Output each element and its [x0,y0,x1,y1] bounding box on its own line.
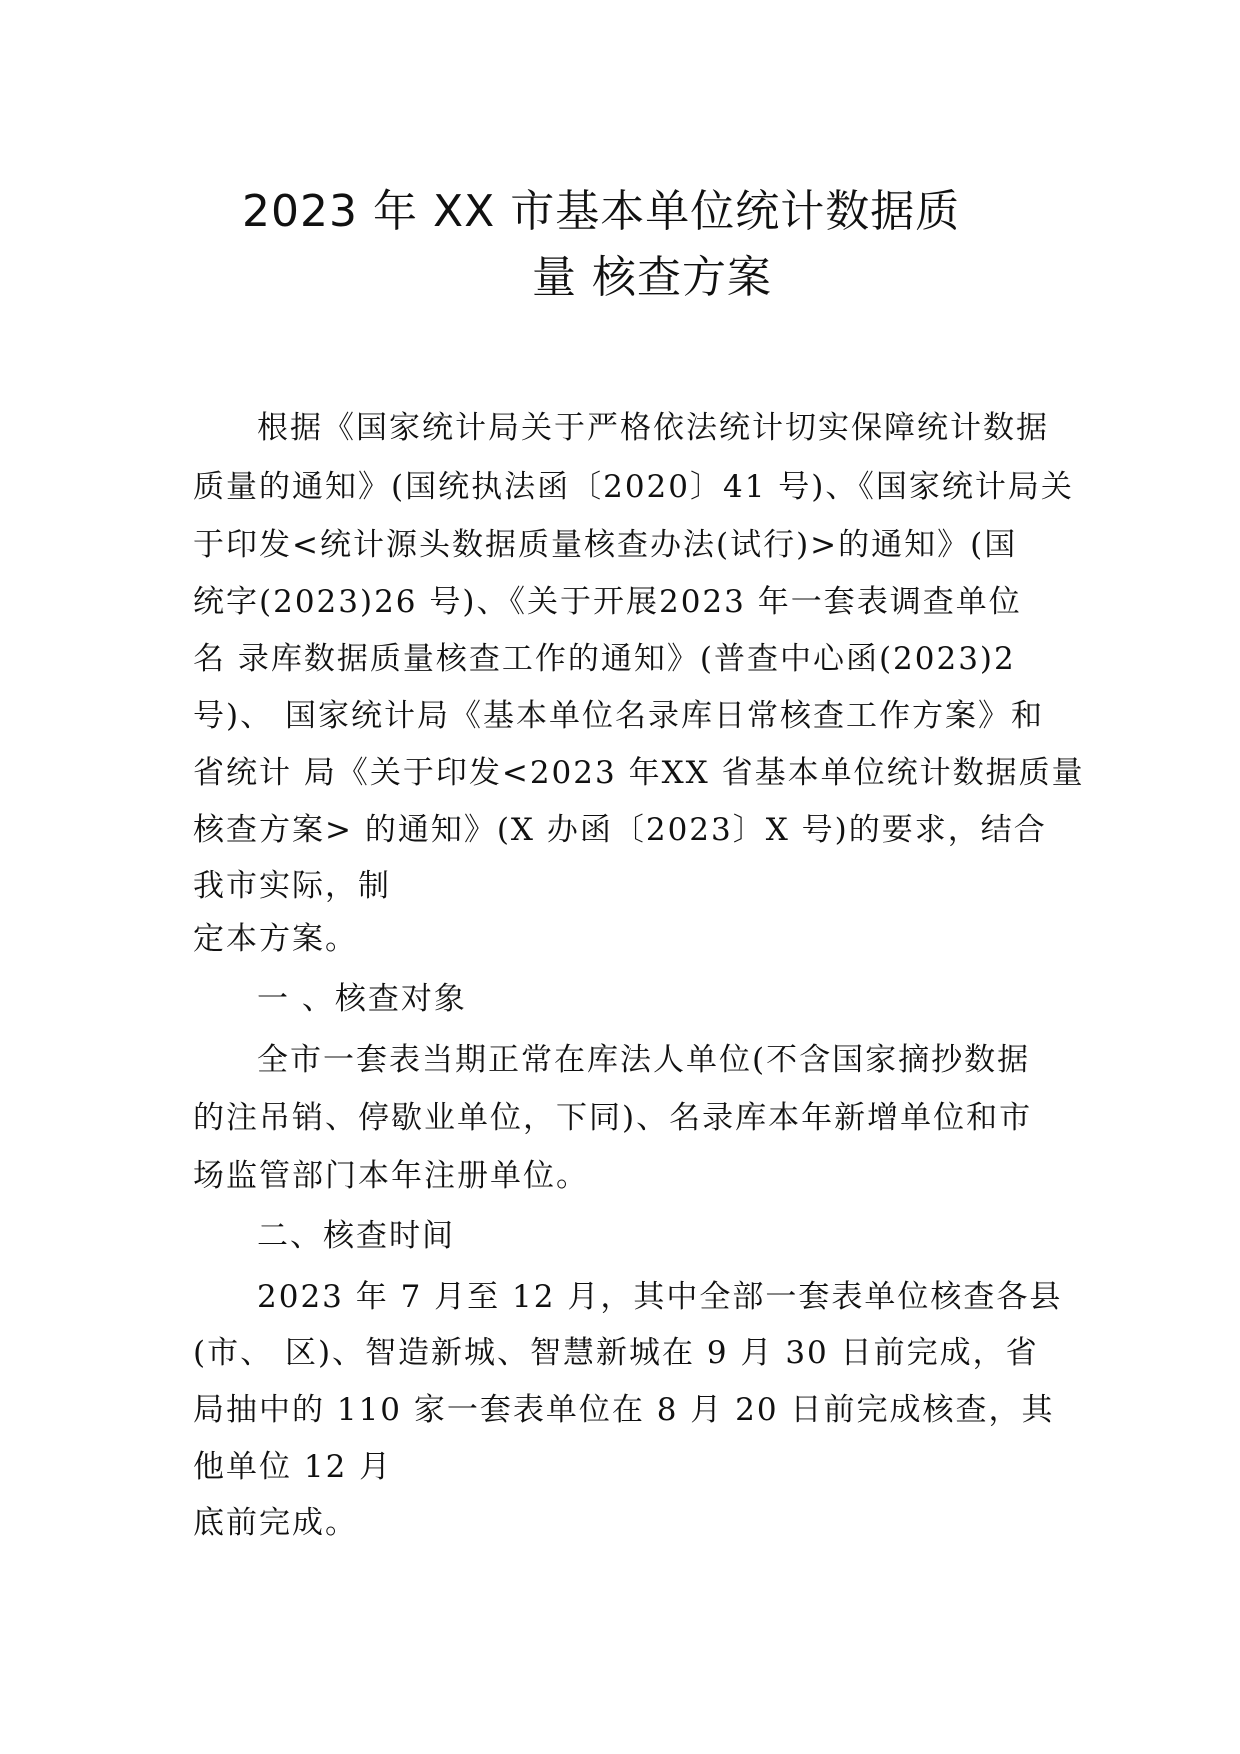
paragraph-line: 核查方案> 的通知》(X 办函〔2023〕X 号)的要求，结合 [193,812,1047,848]
paragraph-line: 质量的通知》(国统执法函〔2020〕41 号)、《国家统计局关 [193,469,1074,505]
paragraph-line: 的注吊销、停歇业单位，下同)、名录库本年新增单位和市 [193,1100,1033,1136]
paragraph-line: 于印发<统计源头数据质量核查办法(试行)>的通知》(国 [193,527,1018,563]
paragraph-line: 我市实际，制 [193,868,391,904]
paragraph-line: 号)、 国家统计局《基本单位名录库日常核查工作方案》和 [193,698,1044,734]
paragraph-line: 他单位 12 月 [193,1449,393,1485]
document-title-line-2: 量 核查方案 [532,252,772,303]
paragraph-line: 定本方案。 [193,921,358,957]
paragraph-line: 根据《国家统计局关于严格依法统计切实保障统计数据 [257,410,1049,446]
paragraph-line: 全市一套表当期正常在库法人单位(不含国家摘抄数据 [257,1042,1031,1078]
paragraph-line: 2023 年 7 月至 12 月，其中全部一套表单位核查各县 [257,1279,1063,1315]
paragraph-line: 省统计 局《关于印发<2023 年XX 省基本单位统计数据质量 [193,755,1085,791]
document-title-line-1: 2023 年 XX 市基本单位统计数据质 [242,186,961,237]
paragraph-line: 场监管部门本年注册单位。 [193,1158,589,1194]
paragraph-line: 统字(2023)26 号)、《关于开展2023 年一套表调查单位 [193,584,1022,620]
paragraph-line: (市、 区)、智造新城、智慧新城在 9 月 30 日前完成，省 [193,1335,1039,1371]
paragraph-line: 局抽中的 110 家一套表单位在 8 月 20 日前完成核查，其 [193,1392,1055,1428]
section-heading: 一 、核查对象 [257,981,467,1017]
paragraph-line: 底前完成。 [193,1505,358,1541]
paragraph-line: 名 录库数据质量核查工作的通知》(普查中心函(2023)2 [193,641,1016,677]
section-heading: 二、核查时间 [257,1218,455,1254]
